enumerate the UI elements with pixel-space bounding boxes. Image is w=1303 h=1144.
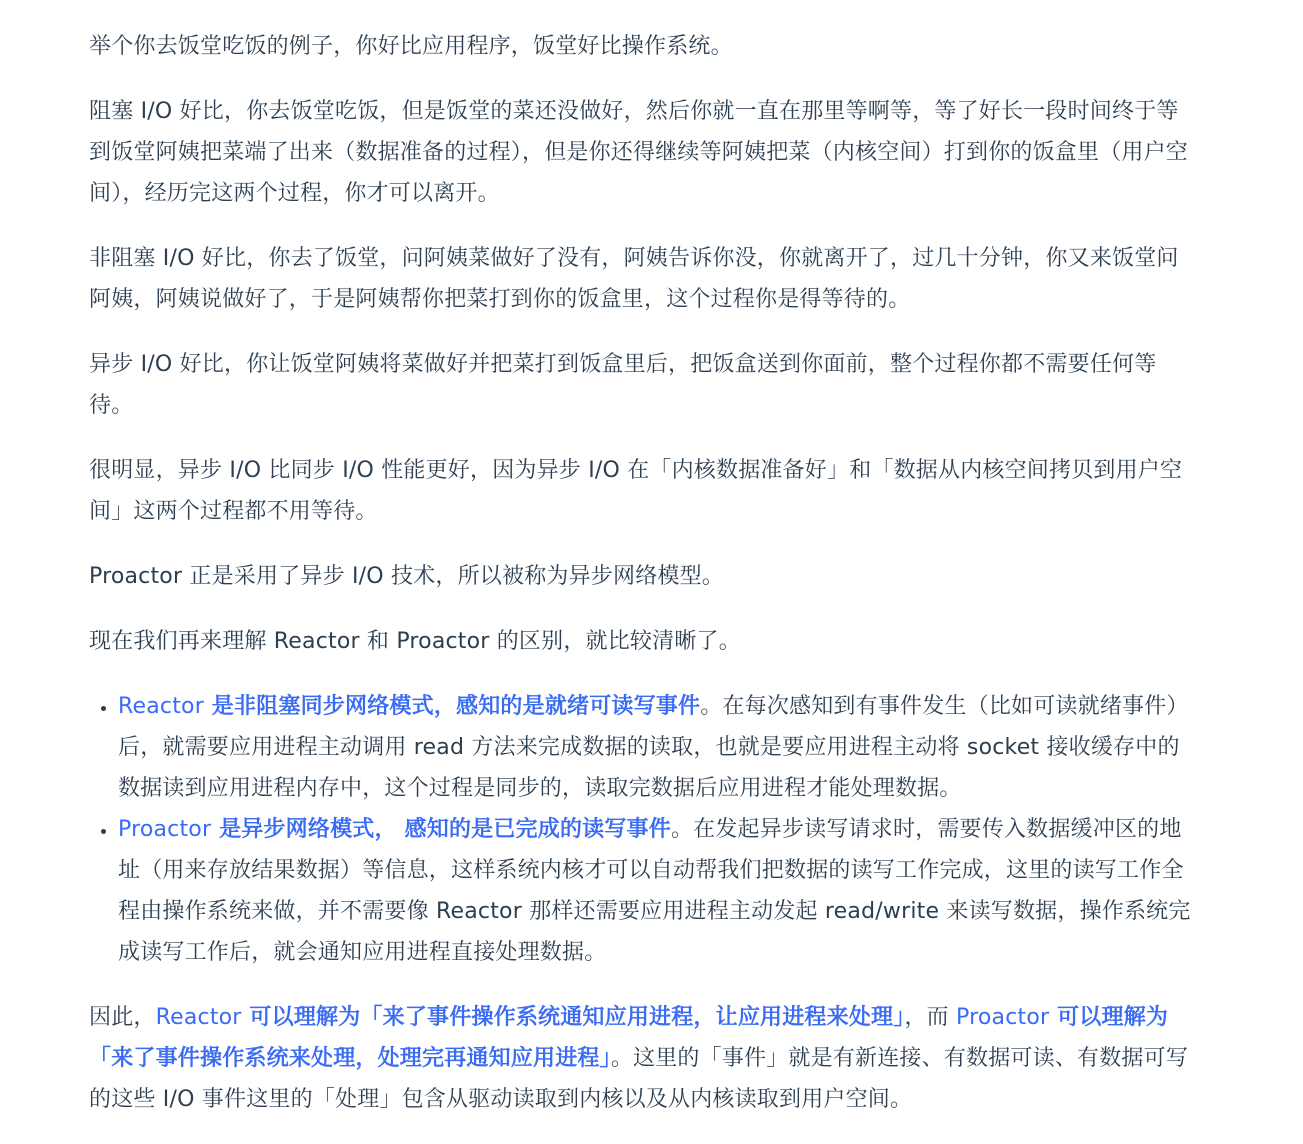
- paragraph-nonblocking-io: 非阻塞 I/O 好比，你去了饭堂，问阿姨菜做好了没有，阿姨告诉你没，你就离开了，过几十分钟，你又来饭堂问阿姨，阿姨说做好了，于是阿姨帮你把菜打到你的饭盒里，这个过程你是得等待的。: [89, 246, 1179, 312]
- conclusion-proactor-text: 可以理解为「来了事件操作系统来处理，处理完再通知应用进程」: [89, 1005, 1169, 1071]
- conclusion-reactor-text: 可以理解为「来了事件操作系统通知应用进程，让应用进程来处理」: [241, 1005, 905, 1030]
- paragraph-blocking-io: 阻塞 I/O 好比，你去饭堂吃饭，但是饭堂的菜还没做好，然后你就一直在那里等啊等，等了好长一段时间终于等到饭堂阿姨把菜端了出来（数据准备的过程），但是你还得继续等阿姨把菜（内核空间）打到你的饭盒里（用户空间），经历完这两个过程，你才可以离开。: [89, 99, 1189, 206]
- reactor-highlight: [118, 694, 700, 719]
- article-content: [89, 26, 1199, 1144]
- list-item-reactor: [118, 686, 1199, 809]
- proactor-highlight: [118, 817, 671, 842]
- conclusion-middle: ，而: [904, 1005, 957, 1030]
- proactor-description: 。在发起异步读写请求时，需要传入数据缓冲区的地址（用来存放结果数据）等信息，这样系统内核才可以自动帮我们把数据的读写工作完成，这里的读写工作全程由操作系统来做，并不需要像 Reactor 那样还需要应用进程主动发起 read/write 来读写数据，操作系统完成读写工作后，就会通知应用进程直接处理数据。: [118, 817, 1191, 965]
- proactor-highlight-text: 是异步网络模式， 感知的是已完成的读写事件: [211, 817, 671, 842]
- paragraph-async-io: 异步 I/O 好比，你让饭堂阿姨将菜做好并把菜打到饭盒里后，把饭盒送到你面前，整个过程你都不需要任何等待。: [89, 352, 1157, 418]
- reactor-description: 。在每次感知到有事件发生（比如可读就绪事件）后，就需要应用进程主动调用 read 方法来完成数据的读取，也就是要应用进程主动将 socket 接收缓存中的数据读到应用进程内存中，这个过程是同步的，读取完数据后应用进程才能处理数据。: [118, 694, 1189, 801]
- conclusion-reactor-highlight: [156, 1005, 905, 1030]
- paragraph-proactor-definition: Proactor 正是采用了异步 I/O 技术，所以被称为异步网络模型。: [89, 564, 725, 589]
- conclusion-suffix: 。这里的「事件」就是有新连接、有数据可读、有数据可写的这些 I/O 事件这里的「处理」包含从驱动读取到内核以及从内核读取到用户空间。: [89, 1046, 1189, 1112]
- reactor-highlight-term: Reactor: [118, 694, 204, 719]
- comparison-list: [89, 686, 1199, 973]
- list-item-proactor: [118, 809, 1199, 973]
- paragraph-conclusion: [89, 997, 1199, 1120]
- paragraph-difference-intro: 现在我们再来理解 Reactor 和 Proactor 的区别，就比较清晰了。: [89, 629, 741, 654]
- paragraph-async-comparison: 很明显，异步 I/O 比同步 I/O 性能更好，因为异步 I/O 在「内核数据准备好」和「数据从内核空间拷贝到用户空间」这两个过程都不用等待。: [89, 458, 1183, 524]
- paragraph-analogy-intro: 举个你去饭堂吃饭的例子，你好比应用程序，饭堂好比操作系统。: [89, 34, 733, 59]
- proactor-highlight-term: Proactor: [118, 817, 212, 842]
- reactor-highlight-text: 是非阻塞同步网络模式，感知的是就绪可读写事件: [203, 694, 701, 719]
- conclusion-proactor-term: Proactor: [956, 1005, 1050, 1030]
- conclusion-reactor-term: Reactor: [155, 1005, 242, 1030]
- conclusion-prefix: 因此，: [89, 1005, 156, 1030]
